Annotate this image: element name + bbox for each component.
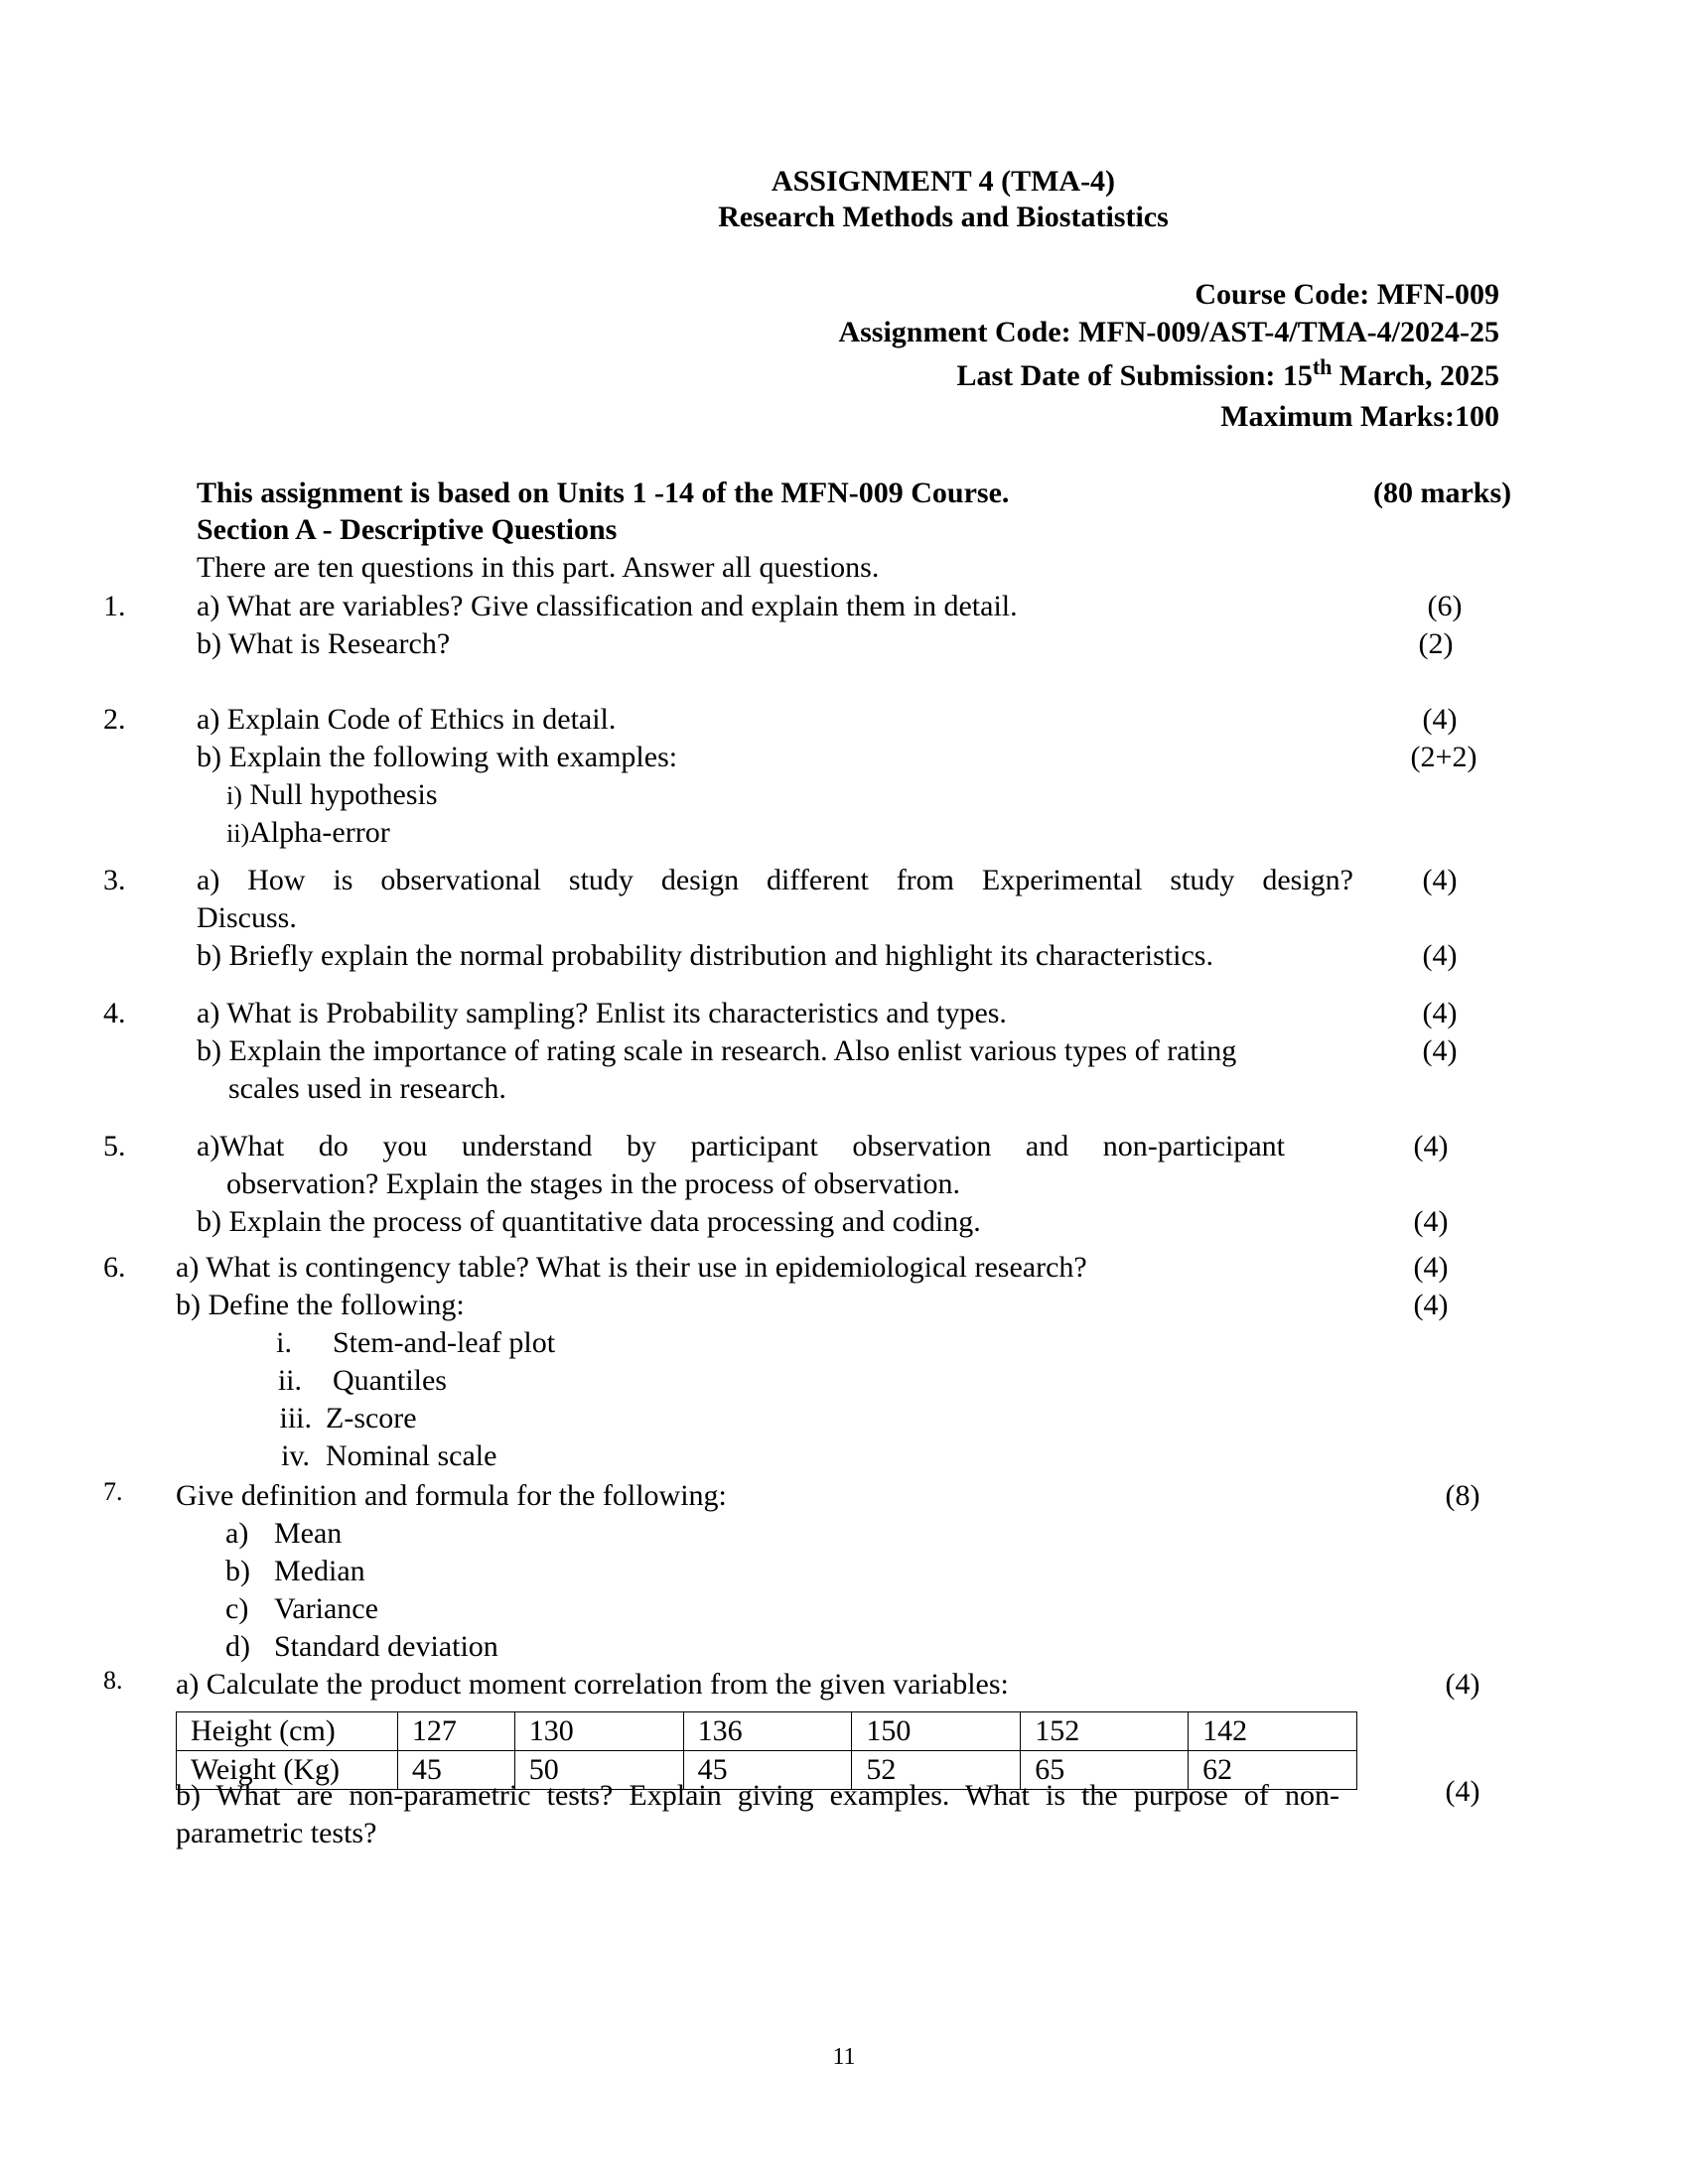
question-2b: b) Explain the following with examples: (197, 741, 678, 773)
course-code: Course Code: MFN-009 (1195, 278, 1499, 311)
list-marker: ii. (277, 1364, 302, 1397)
marks-3b: (4) (1422, 939, 1458, 972)
list-marker: i. (276, 1326, 292, 1359)
list-marker: a) (225, 1517, 249, 1550)
marks-7: (8) (1445, 1479, 1480, 1512)
marks-8a: (4) (1445, 1668, 1480, 1701)
question-number: 8. (103, 1666, 123, 1695)
question-number: 6. (103, 1251, 126, 1284)
page-number: 11 (832, 2044, 856, 2070)
table-cell: 142 (1189, 1712, 1357, 1751)
table-cell: 45 (397, 1751, 514, 1790)
question-4a: a) What is Probability sampling? Enlist its characteristics and types. (197, 997, 1007, 1029)
question-8b-line2: parametric tests? (176, 1817, 377, 1849)
question-6b: b) Define the following: (176, 1289, 465, 1321)
section-marks: (80 marks) (1373, 477, 1512, 509)
table-cell: Weight (Kg) (177, 1751, 398, 1790)
table-cell: 62 (1189, 1751, 1357, 1790)
question-2b-item-ii (226, 818, 390, 848)
question-number: 5. (103, 1130, 126, 1162)
list-marker: d) (225, 1630, 250, 1663)
list-item: Quantiles (333, 1364, 447, 1397)
maximum-marks: Maximum Marks:100 (1220, 400, 1499, 433)
assignment-title: ASSIGNMENT 4 (TMA-4) (771, 165, 1116, 198)
list-marker: iv. (281, 1439, 310, 1472)
marks-1b: (2) (1418, 627, 1454, 660)
list-item: Stem-and-leaf plot (333, 1326, 556, 1359)
list-marker: b) (225, 1555, 250, 1587)
table-cell: 52 (852, 1751, 1021, 1790)
last-date-suffix: March, 2025 (1332, 359, 1499, 392)
question-8b-line1: b) What are non-parametric tests? Explain giving examples. What is the purpose of non- (176, 1779, 1339, 1812)
item-text: Alpha-error (249, 816, 390, 849)
table-cell: 152 (1021, 1712, 1189, 1751)
assignment-subtitle: Research Methods and Biostatistics (718, 201, 1169, 233)
table-row (177, 1712, 1357, 1751)
question-2a: a) Explain Code of Ethics in detail. (197, 703, 617, 736)
question-3b: b) Briefly explain the normal probability distribution and highlight its characteristics. (197, 939, 1213, 972)
question-8a: a) Calculate the product moment correlation from the given variables: (176, 1668, 1009, 1701)
item-numeral: ii) (226, 819, 250, 848)
question-1b: b) What is Research? (197, 627, 451, 660)
assignment-basis: This assignment is based on Units 1 -14 of the MFN-009 Course. (197, 477, 1010, 509)
item-numeral: i) (226, 781, 242, 810)
question-5a-line1: a)What do you understand by participant observation and non-participant (197, 1130, 1285, 1162)
marks-6a: (4) (1413, 1251, 1449, 1284)
table-cell: 130 (514, 1712, 683, 1751)
question-3a-line1: a) How is observational study design different from Experimental study design? (197, 864, 1353, 896)
list-marker: iii. (279, 1402, 312, 1434)
question-6a: a) What is contingency table? What is their use in epidemiological research? (176, 1251, 1087, 1284)
marks-4a: (4) (1422, 997, 1458, 1029)
table-cell: 136 (683, 1712, 852, 1751)
marks-5a: (4) (1413, 1130, 1449, 1162)
question-5a-line2: observation? Explain the stages in the process of observation. (226, 1167, 960, 1200)
question-number: 3. (103, 864, 126, 896)
marks-1a: (6) (1427, 590, 1463, 622)
last-date-ordinal: th (1312, 354, 1333, 379)
list-item: Z-score (326, 1402, 417, 1434)
assignment-code: Assignment Code: MFN-009/AST-4/TMA-4/2024-25 (838, 316, 1499, 348)
list-item: Mean (274, 1517, 343, 1550)
question-4b-line1: b) Explain the importance of rating scale in research. Also enlist various types of rating (197, 1034, 1237, 1067)
list-marker: c) (225, 1592, 249, 1625)
last-date-of-submission (956, 354, 1499, 392)
section-title: Section A - Descriptive Questions (197, 513, 618, 546)
question-2b-item-i (226, 780, 438, 810)
table-cell: 50 (514, 1751, 683, 1790)
question-7: Give definition and formula for the following: (176, 1479, 727, 1512)
list-item: Standard deviation (274, 1630, 498, 1663)
list-item: Variance (274, 1592, 378, 1625)
question-1a: a) What are variables? Give classification and explain them in detail. (197, 590, 1018, 622)
table-cell: 45 (683, 1751, 852, 1790)
table-cell: 127 (397, 1712, 514, 1751)
question-number: 1. (103, 590, 126, 622)
question-number: 2. (103, 703, 126, 736)
marks-3a: (4) (1422, 864, 1458, 896)
last-date-prefix: Last Date of Submission: 15 (956, 359, 1313, 392)
marks-2b: (2+2) (1410, 741, 1477, 773)
question-number: 7. (103, 1477, 123, 1506)
section-instructions: There are ten questions in this part. Answer all questions. (197, 551, 880, 584)
item-text: Null hypothesis (241, 778, 438, 811)
question-number: 4. (103, 997, 126, 1029)
list-item: Nominal scale (326, 1439, 497, 1472)
table-cell: 65 (1021, 1751, 1189, 1790)
marks-4b: (4) (1422, 1034, 1458, 1067)
question-4b-line2: scales used in research. (228, 1072, 506, 1105)
question-3a-line2: Discuss. (197, 901, 297, 934)
table-cell: Height (cm) (177, 1712, 398, 1751)
marks-8b: (4) (1445, 1775, 1480, 1808)
marks-2a: (4) (1422, 703, 1458, 736)
question-5b: b) Explain the process of quantitative data processing and coding. (197, 1205, 981, 1238)
marks-6b: (4) (1413, 1289, 1449, 1321)
marks-5b: (4) (1413, 1205, 1449, 1238)
table-cell: 150 (852, 1712, 1021, 1751)
list-item: Median (274, 1555, 365, 1587)
